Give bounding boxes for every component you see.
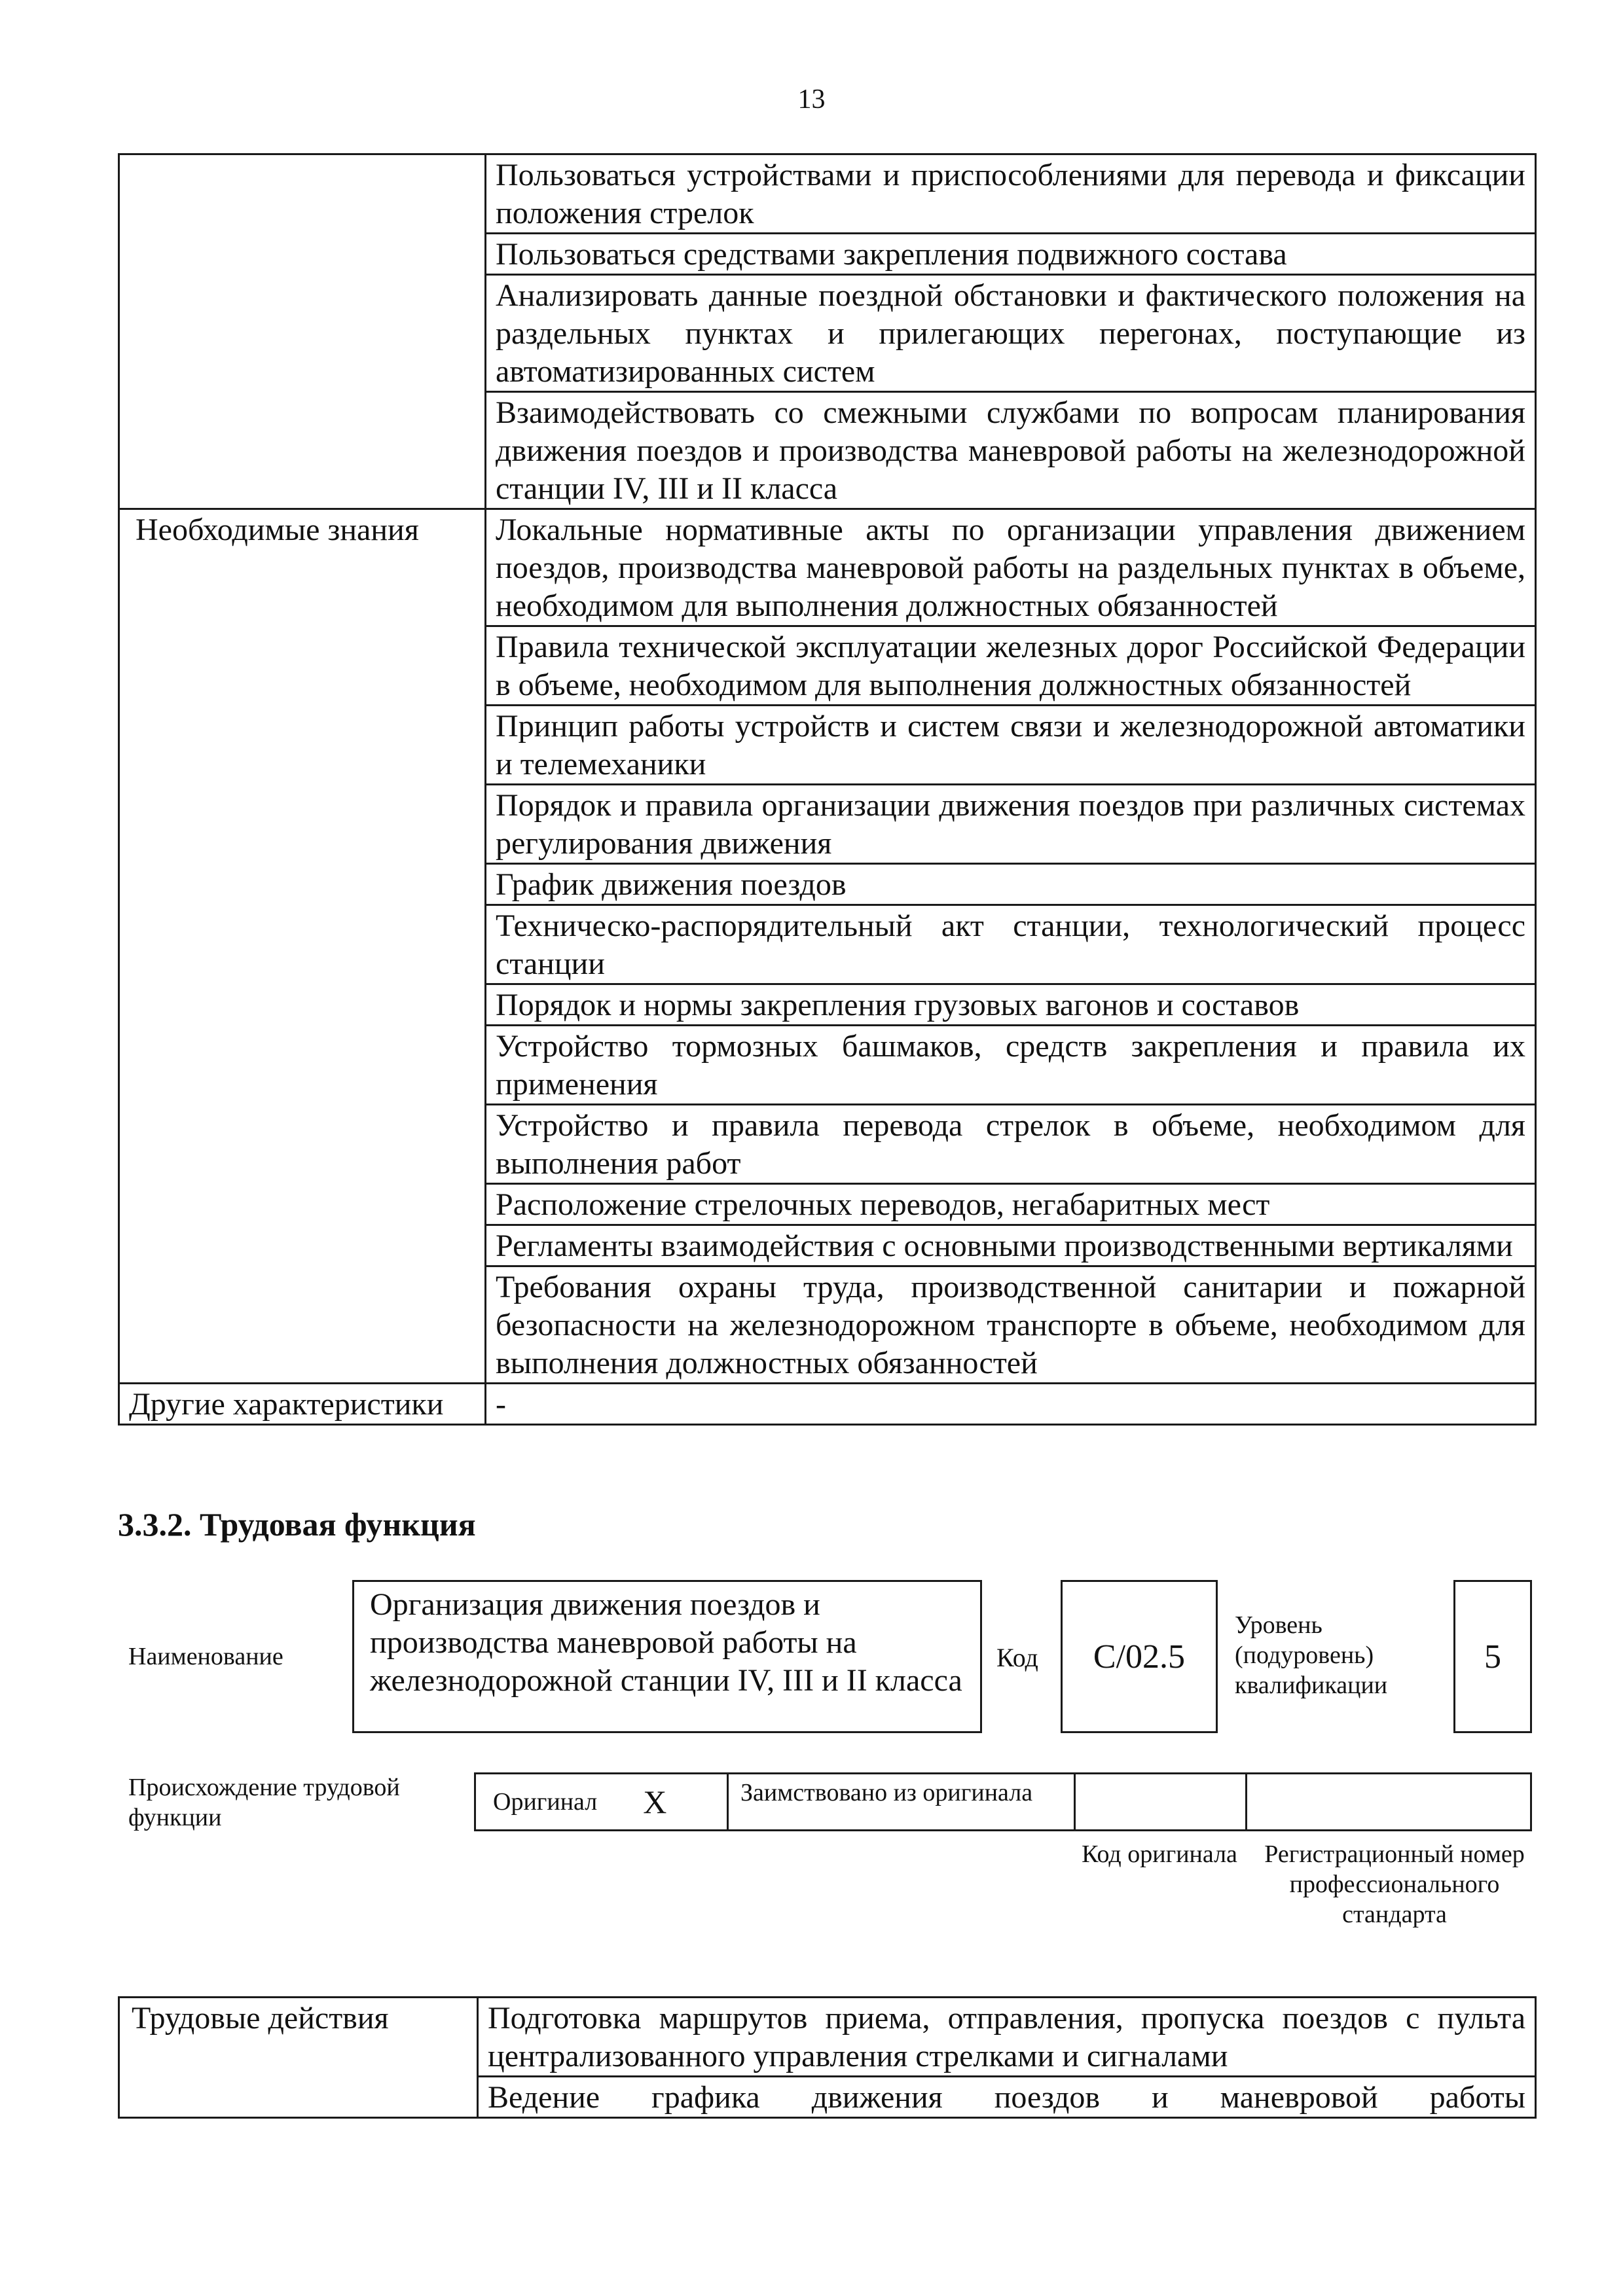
knowledge-item: Устройство тормозных башмаков, средств закрепления и правила их применения: [486, 1026, 1536, 1105]
original-mark: X: [643, 1784, 667, 1820]
labor-actions-table: [118, 1996, 1537, 2119]
table-row: [119, 1384, 1536, 1425]
code-caption: Код оригинала: [1082, 1840, 1237, 1868]
knowledge-label: Необходимые знания: [119, 509, 486, 1384]
labor-action-item: Ведение графика движения поездов и маневровой работы: [478, 2077, 1536, 2118]
original-cell: [476, 1774, 729, 1829]
name-label: Наименование: [128, 1643, 283, 1670]
knowledge-item: Техническо-распорядительный акт станции, технологический процесс станции: [486, 905, 1536, 984]
other-label: Другие характеристики: [119, 1384, 486, 1425]
labor-action-item: Подготовка маршрутов приема, отправления, пропуска поездов с пульта централизованного управления стрелками и сигналами: [478, 1998, 1536, 2077]
skills-label-cell: [119, 154, 486, 509]
origin-label: Происхождение трудовой функции: [128, 1774, 400, 1831]
knowledge-item: Требования охраны труда, производственной санитарии и пожарной безопасности на железнодорожном транспорте в объеме, необходимом для выполнения должностных обязанностей: [486, 1266, 1536, 1384]
function-name-box: Организация движения поездов и производства маневровой работы на железнодорожной станции IV, III и II класса: [352, 1580, 982, 1733]
knowledge-item: Расположение стрелочных переводов, негабаритных мест: [486, 1184, 1536, 1225]
knowledge-item: Принцип работы устройств и систем связи и железнодорожной автоматики и телемеханики: [486, 706, 1536, 785]
other-value: -: [486, 1384, 1536, 1425]
page-number: 13: [797, 84, 826, 115]
knowledge-item: Локальные нормативные акты по организации управления движением поездов, производства маневровой работы на раздельных пунктах в объеме, необходимом для выполнения должностных обязанностей: [486, 509, 1536, 626]
origin-row: [474, 1772, 1532, 1831]
requirements-table: [118, 153, 1537, 1426]
borrowed-label: Заимствовано из оригинала: [729, 1774, 1076, 1829]
knowledge-item: Устройство и правила перевода стрелок в объеме, необходимом для выполнения работ: [486, 1105, 1536, 1184]
code-label: Код: [996, 1643, 1038, 1672]
knowledge-item: График движения поездов: [486, 864, 1536, 905]
level-label: Уровень (подуровень) квалификации: [1235, 1611, 1388, 1699]
knowledge-item: Порядок и правила организации движения поездов при различных системах регулирования движения: [486, 785, 1536, 864]
original-label: Оригинал: [493, 1788, 598, 1816]
level-box: 5: [1453, 1580, 1532, 1733]
knowledge-item: Регламенты взаимодействия с основными производственными вертикалями: [486, 1225, 1536, 1266]
section-heading: 3.3.2. Трудовая функция: [118, 1506, 476, 1543]
labor-actions-label: Трудовые действия: [119, 1998, 478, 2118]
skill-item: Пользоваться средствами закрепления подвижного состава: [486, 234, 1536, 275]
table-row: [119, 509, 1536, 626]
knowledge-item: Порядок и нормы закрепления грузовых вагонов и составов: [486, 984, 1536, 1026]
table-row: [119, 1998, 1536, 2077]
original-code-cell: [1076, 1774, 1247, 1829]
knowledge-item: Правила технической эксплуатации железных дорог Российской Федерации в объеме, необходимом для выполнения должностных обязанностей: [486, 626, 1536, 706]
reg-number-caption: Регистрационный номер профессионального стандарта: [1264, 1840, 1525, 1928]
skill-item: Анализировать данные поездной обстановки и фактического положения на раздельных пунктах и прилегающих перегонах, поступающие из автоматизированных систем: [486, 275, 1536, 392]
skill-item: Пользоваться устройствами и приспособлениями для перевода и фиксации положения стрелок: [486, 154, 1536, 234]
skill-item: Взаимодействовать со смежными службами по вопросам планирования движения поездов и производства маневровой работы на железнодорожной станции IV, III и II класса: [486, 392, 1536, 509]
registration-number-cell: [1247, 1774, 1530, 1829]
function-code-box: С/02.5: [1061, 1580, 1218, 1733]
table-row: [119, 154, 1536, 234]
